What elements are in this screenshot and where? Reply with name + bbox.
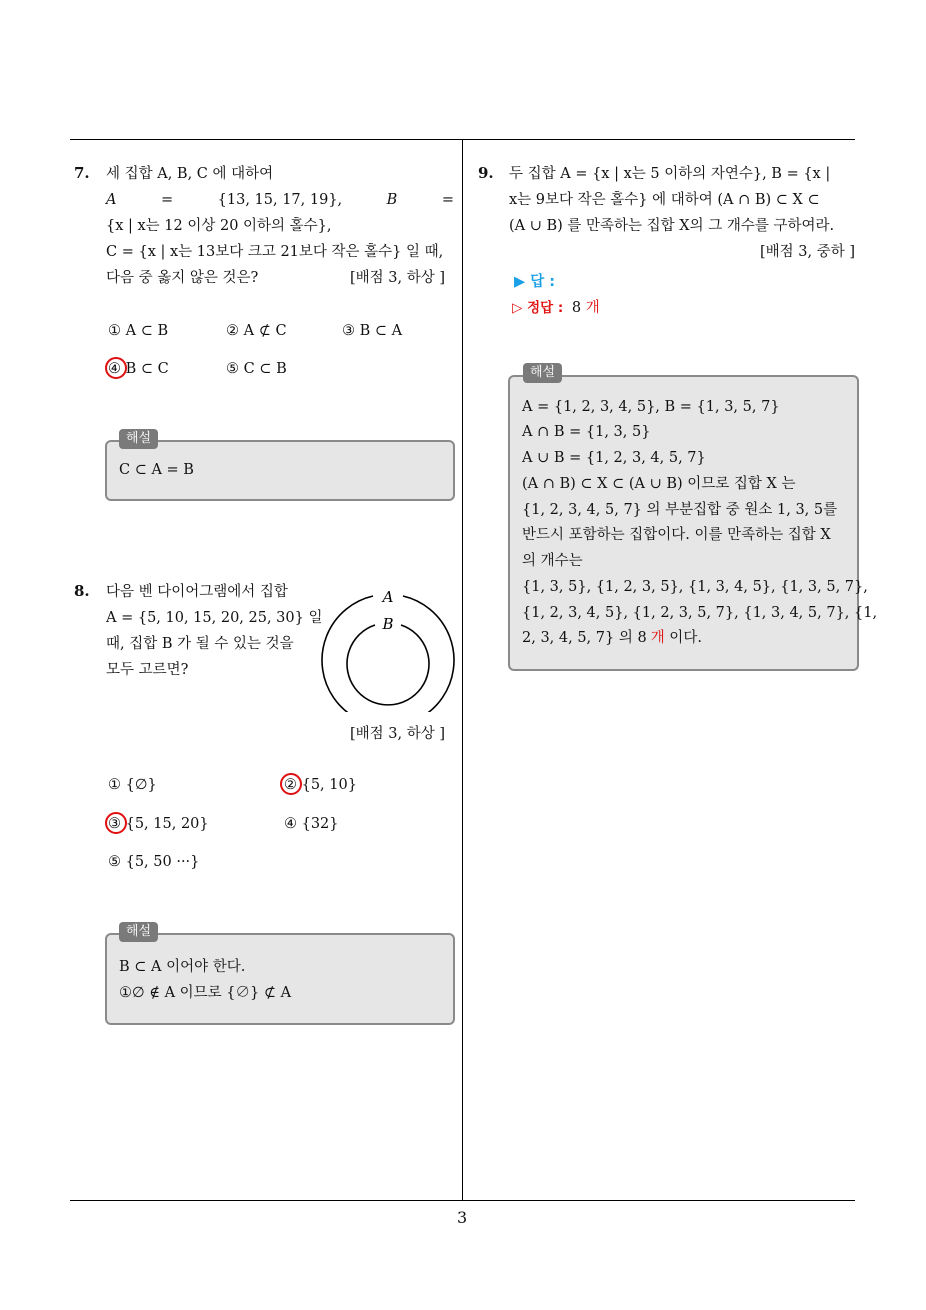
question-text: 다음 벤 다이어그램에서 집합 xyxy=(106,584,288,600)
question-text-part: = xyxy=(160,192,174,208)
explanation-last-row xyxy=(522,628,702,648)
venn-outer-circle xyxy=(322,596,454,712)
explanation-text: A ∪ B = {1, 2, 3, 4, 5, 7} xyxy=(522,450,706,466)
choice-1[interactable]: ① A ⊂ B xyxy=(108,323,169,339)
venn-inner-circle xyxy=(347,625,429,705)
question-text: 두 집합 A = {x | x는 5 이하의 자연수}, B = {x | xyxy=(509,166,831,182)
question-text: A = {5, 10, 15, 20, 25, 30} 일 xyxy=(106,610,323,626)
answer-mark-circle xyxy=(105,357,127,379)
explanation-text: 반드시 포함하는 집합이다. 이를 만족하는 집합 X xyxy=(522,527,831,543)
answer-label: ▶ 답 : xyxy=(514,274,556,290)
score-label: [배점 3, 하상 ] xyxy=(350,726,446,742)
explanation-box xyxy=(105,933,455,1025)
question-text: (A ∪ B) 를 만족하는 집합 X의 그 개수를 구하여라. xyxy=(509,218,835,234)
correct-answer-value: 8 xyxy=(571,300,582,316)
correct-answer-label: ▷ 정답 : xyxy=(512,300,564,316)
explanation-unit: 개 xyxy=(650,630,665,646)
question-text: 때, 집합 B 가 될 수 있는 것을 xyxy=(106,636,294,652)
question-text-part: B xyxy=(386,192,398,208)
question-text-part: A xyxy=(106,192,117,208)
explanation-text: 2, 3, 4, 5, 7} 의 8 xyxy=(522,630,647,646)
score-label: [배점 3, 중하 ] xyxy=(760,244,856,260)
question-text: C = {x | x는 13보다 크고 21보다 작은 홀수} 일 때, xyxy=(106,244,444,260)
question-text-part: = xyxy=(441,192,454,208)
explanation-tag: 해설 xyxy=(119,429,158,449)
score-label: [배점 3, 하상 ] xyxy=(350,270,446,286)
question-text: 모두 고르면? xyxy=(106,662,189,678)
answer-mark-circle xyxy=(280,773,302,795)
explanation-box xyxy=(105,440,455,501)
explanation-text: 의 개수는 xyxy=(522,553,583,569)
answer-mark-circle xyxy=(105,812,127,834)
explanation-text: A = {1, 2, 3, 4, 5}, B = {1, 3, 5, 7} xyxy=(522,399,780,415)
explanation-text: B ⊂ A 이어야 한다. xyxy=(119,959,246,975)
choice-4[interactable]: ④ {32} xyxy=(284,816,339,832)
question-text: 다음 중 옳지 않은 것은? xyxy=(106,270,259,286)
correct-answer-row xyxy=(512,298,600,318)
explanation-box xyxy=(508,375,878,671)
choice-3[interactable]: ③ B ⊂ A xyxy=(342,323,403,339)
explanation-text: (A ∩ B) ⊂ X ⊂ (A ∪ B) 이므로 집합 X 는 xyxy=(522,476,796,492)
explanation-text: ①∅ ∉ A 이므로 {∅} ⊄ A xyxy=(119,985,292,1001)
venn-label-b: B xyxy=(382,615,394,633)
explanation-text: A ∩ B = {1, 3, 5} xyxy=(522,424,651,440)
venn-diagram xyxy=(318,588,458,712)
correct-answer-unit: 개 xyxy=(585,300,600,316)
explanation-text: {1, 3, 5}, {1, 2, 3, 5}, {1, 3, 4, 5}, {1, 3, 5, 7}, xyxy=(522,579,868,595)
choice-3[interactable]: ③ {5, 15, 20} xyxy=(108,816,209,832)
choice-1[interactable]: ① {∅} xyxy=(108,777,157,793)
explanation-tag: 해설 xyxy=(119,922,158,942)
choice-2[interactable]: ② A ⊄ C xyxy=(226,323,287,339)
choice-5[interactable]: ⑤ C ⊂ B xyxy=(226,361,287,377)
question-number: 7. xyxy=(74,164,90,182)
question-number: 8. xyxy=(74,582,90,600)
explanation-tag: 해설 xyxy=(523,363,562,383)
choice-2[interactable]: ② {5, 10} xyxy=(284,777,357,793)
explanation-text-tail: 이다. xyxy=(664,630,702,646)
question-text-row xyxy=(106,190,454,210)
question-text: {x | x는 12 이상 20 이하의 홀수}, xyxy=(106,218,332,234)
page-number: 3 xyxy=(457,1208,468,1227)
choice-5[interactable]: ⑤ {5, 50 ···} xyxy=(108,854,200,870)
bottom-rule xyxy=(70,1200,855,1201)
question-text: x는 9보다 작은 홀수} 에 대하여 (A ∩ B) ⊂ X ⊂ xyxy=(509,192,820,208)
explanation-text: {1, 2, 3, 4, 5, 7} 의 부분집합 중 원소 1, 3, 5를 xyxy=(522,502,838,518)
choice-4[interactable]: ④ B ⊂ C xyxy=(108,361,169,377)
venn-label-a: A xyxy=(382,588,394,606)
explanation-text: {1, 2, 3, 4, 5}, {1, 2, 3, 5, 7}, {1, 3, 4, 5, 7}, {1, xyxy=(522,605,878,621)
column-divider xyxy=(462,139,463,1201)
explanation-text: C ⊂ A = B xyxy=(119,462,194,478)
question-text-part: {13, 15, 17, 19}, xyxy=(217,192,343,208)
question-number: 9. xyxy=(478,164,494,182)
question-text: 세 집합 A, B, C 에 대하여 xyxy=(106,166,274,182)
